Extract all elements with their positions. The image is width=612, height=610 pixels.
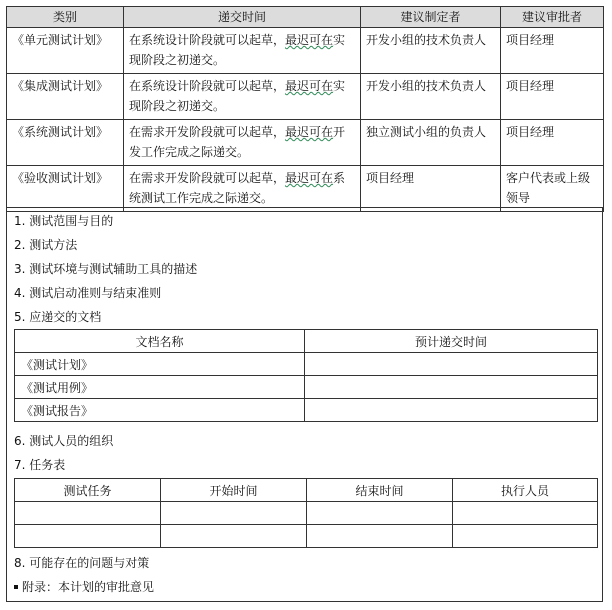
table-header-row (7, 7, 604, 28)
test-plan-table (6, 6, 604, 212)
time-text: 实现阶段之初递交。 (129, 79, 346, 113)
header-start-time: 开始时间 (161, 479, 307, 502)
start-cell (161, 502, 307, 525)
time-text: 在系统设计阶段就可以起草， (129, 79, 286, 93)
maker-cell: 项目经理 (361, 166, 501, 212)
doc-time-cell (305, 399, 598, 422)
table-row (7, 166, 604, 212)
outline-item: 5. 应递交的文档 (14, 310, 102, 324)
approver-cell: 项目经理 (501, 120, 604, 166)
table-row (7, 120, 604, 166)
table-row (7, 28, 604, 74)
end-cell (307, 502, 453, 525)
time-marked-text: 最迟可在 (285, 33, 334, 47)
tasks-table (14, 478, 598, 548)
time-marked-text: 最迟可在 (285, 171, 334, 185)
header-doc-name: 文档名称 (15, 330, 305, 353)
outline-item: 2. 测试方法 (14, 238, 78, 252)
doc-name-cell: 《测试报告》 (15, 399, 305, 422)
bullet-icon (14, 585, 18, 589)
outline-item: 4. 测试启动准则与结束准则 (14, 286, 162, 300)
time-text: 实现阶段之初递交。 (129, 33, 346, 67)
time-marked-text: 最迟可在 (285, 125, 334, 139)
test-plan-outline (6, 207, 603, 602)
table-header-row (15, 330, 598, 353)
table-row (15, 376, 598, 399)
header-approver: 建议审批者 (501, 7, 604, 28)
table-row (15, 502, 598, 525)
table-header-row (15, 479, 598, 502)
maker-cell: 开发小组的技术负责人 (361, 74, 501, 120)
time-text: 系统测试工作完成之际递交。 (129, 171, 346, 205)
header-test-task: 测试任务 (15, 479, 161, 502)
category-cell: 《集成测试计划》 (7, 74, 124, 120)
appendix-line (14, 577, 154, 597)
time-text: 在需求开发阶段就可以起草， (129, 171, 286, 185)
end-cell (307, 525, 453, 548)
maker-cell: 独立测试小组的负责人 (361, 120, 501, 166)
doc-name-cell: 《测试计划》 (15, 353, 305, 376)
category-cell: 《系统测试计划》 (7, 120, 124, 166)
task-cell (15, 525, 161, 548)
doc-time-cell (305, 376, 598, 399)
documents-table (14, 329, 598, 422)
executor-cell (453, 525, 598, 548)
doc-time-cell (305, 353, 598, 376)
outline-item: 8. 可能存在的问题与对策 (14, 556, 150, 570)
header-executor: 执行人员 (453, 479, 598, 502)
approver-cell: 客户代表或上级领导 (501, 166, 604, 212)
table-row (15, 399, 598, 422)
outline-item: 7. 任务表 (14, 458, 66, 472)
submit-time-cell (124, 120, 361, 166)
start-cell (161, 525, 307, 548)
header-expected-time: 预计递交时间 (305, 330, 598, 353)
doc-name-cell: 《测试用例》 (15, 376, 305, 399)
header-submit-time: 递交时间 (124, 7, 361, 28)
category-cell: 《验收测试计划》 (7, 166, 124, 212)
maker-cell: 开发小组的技术负责人 (361, 28, 501, 74)
executor-cell (453, 502, 598, 525)
time-marked-text: 最迟可在 (285, 79, 334, 93)
task-cell (15, 502, 161, 525)
time-text: 在系统设计阶段就可以起草， (129, 33, 286, 47)
submit-time-cell (124, 166, 361, 212)
header-maker: 建议制定者 (361, 7, 501, 28)
approver-cell: 项目经理 (501, 28, 604, 74)
time-text: 开发工作完成之际递交。 (129, 125, 346, 159)
approver-cell: 项目经理 (501, 74, 604, 120)
time-text: 在需求开发阶段就可以起草， (129, 125, 286, 139)
table-row (15, 353, 598, 376)
header-end-time: 结束时间 (307, 479, 453, 502)
appendix-text: 附录：本计划的审批意见 (22, 580, 155, 594)
outline-item: 1. 测试范围与目的 (14, 214, 114, 228)
submit-time-cell (124, 74, 361, 120)
header-category: 类别 (7, 7, 124, 28)
table-row (15, 525, 598, 548)
outline-item: 3. 测试环境与测试辅助工具的描述 (14, 262, 198, 276)
table-row (7, 74, 604, 120)
submit-time-cell (124, 28, 361, 74)
outline-item: 6. 测试人员的组织 (14, 434, 114, 448)
category-cell: 《单元测试计划》 (7, 28, 124, 74)
